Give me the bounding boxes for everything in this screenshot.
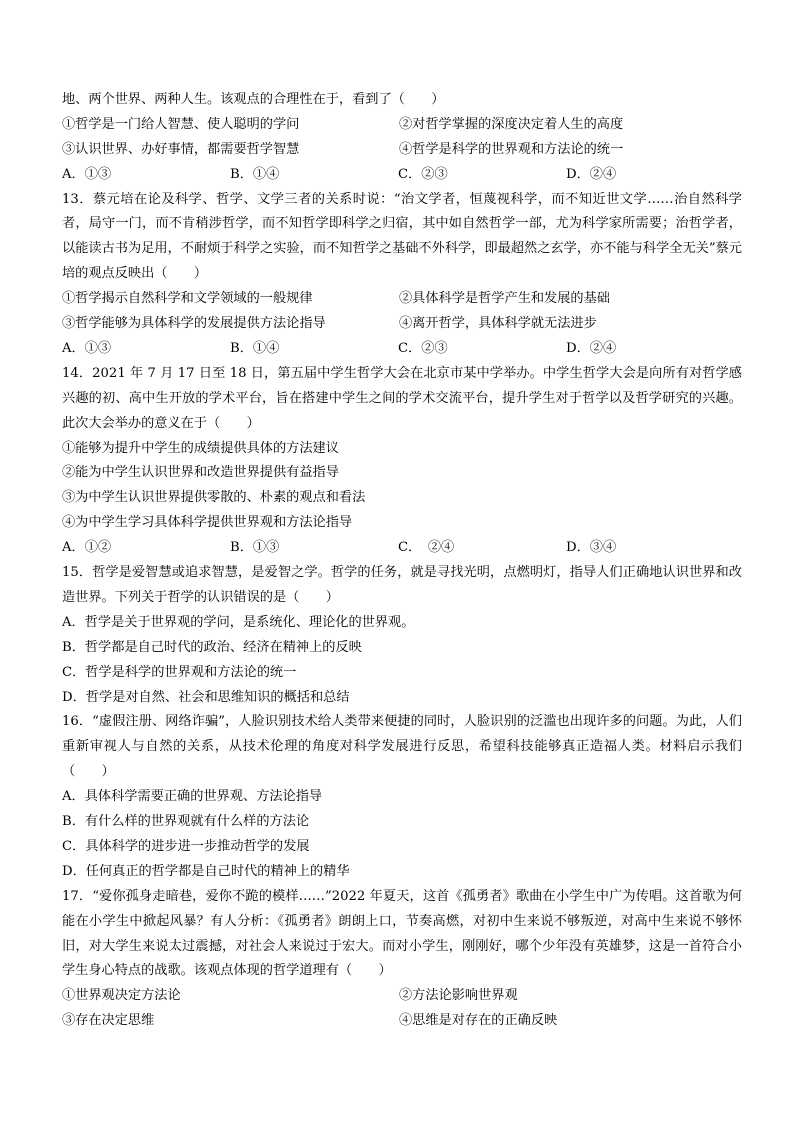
question-stem: 14．2021 年 7 月 17 日至 18 日，第五届中学生哲学大会在北京市某中学举办。中学生哲学大会是向所有对哲学感兴趣的初、高中生开放的学术平台，旨在搭建中学生之间的学术交流平台，提升学生对于哲学以及哲学研究的兴趣。此次大会举办的意义在于（ ） — [62, 365, 742, 431]
option-row — [62, 984, 742, 1009]
question-12 — [62, 88, 742, 188]
question-15 — [62, 561, 742, 710]
choice-b: B．哲学都是自己时代的政治、经济在精神上的反映 — [62, 639, 362, 655]
question-14 — [62, 362, 742, 561]
choice-a: A．①③ — [62, 166, 112, 182]
choice-b: B．①③ — [230, 540, 280, 556]
option-row — [62, 312, 742, 337]
choice-row — [62, 337, 742, 362]
choice-c: C．②③ — [398, 340, 448, 356]
choice-d: D．②④ — [566, 166, 617, 182]
option-row — [62, 287, 742, 312]
question-stem: 16．“虚假注册、网络诈骗”，人脸识别技术给人类带来便捷的同时，人脸识别的泛滥也出现许多的问题。为此，人们重新审视人与自然的关系，从技术伦理的角度对科学发展进行反思，希望科技能够真正造福人类。材料启示我们（ ） — [62, 714, 742, 780]
choice-a: A．①③ — [62, 340, 112, 356]
question-17 — [62, 885, 742, 1034]
option-row — [62, 113, 742, 138]
option: ①哲学是一门给人智慧、使人聪明的学问 — [62, 116, 300, 132]
question-stem: 地、两个世界、两种人生。该观点的合理性在于，看到了（ ） — [62, 92, 445, 107]
choice-c: C．哲学是科学的世界观和方法论的统一 — [62, 664, 297, 680]
option: ②方法论影响世界观 — [399, 988, 518, 1004]
choice-a: A．具体科学需要正确的世界观、方法论指导 — [62, 789, 323, 805]
choice-d: D．任何真正的哲学都是自己时代的精神上的精华 — [62, 863, 350, 879]
option: ④思维是对存在的正确反映 — [399, 1013, 558, 1029]
choice-c: C． ②④ — [398, 540, 455, 556]
option: ②对哲学掌握的深度决定着人生的高度 — [399, 116, 624, 132]
option: ②能为中学生认识世界和改造世界提供有益指导 — [62, 465, 339, 481]
option: ④为中学生学习具体科学提供世界观和方法论指导 — [62, 515, 353, 531]
option: ①世界观决定方法论 — [62, 988, 181, 1004]
choice-b: B．有什么样的世界观就有什么样的方法论 — [62, 814, 310, 830]
question-stem: 17．“爱你孤身走暗巷，爱你不跪的模样……”2022 年夏天，这首《孤勇者》歌曲在小学生中广为传唱。这首歌为何能在小学生中掀起风暴？有人分析：《孤勇者》朗朗上口，节奏高燃，对初中生来说不够叛逆，对高中生来说不够怀旧，对大学生来说太过震撼，对社会人来说过于宏大。而对小学生，刚刚好，哪个少年没有英雄梦，这是一首符合小学生身心特点的战歌。该观点体现的哲学道理有（ ） — [62, 888, 742, 979]
choice-b: B．①④ — [230, 166, 280, 182]
question-13 — [62, 188, 742, 362]
option: ③认识世界、办好事情，都需要哲学智慧 — [62, 141, 300, 157]
option: ③存在决定思维 — [62, 1013, 155, 1029]
question-stem: 13．蔡元培在论及科学、哲学、文学三者的关系时说：“治文学者，恒蔑视科学，而不知近世文学……治自然科学者，局守一门，而不肯稍涉哲学，而不知哲学即科学之归宿，其中如自然哲学一部，尤为科学家所需要；治哲学者，以能读古书为足用，不耐烦于科学之实验，而不知哲学之基础不外科学，即最超然之玄学，亦不能与科学全无关”蔡元培的观点反映出（ ） — [62, 191, 742, 282]
option-row — [62, 1009, 742, 1034]
option: ①哲学揭示自然科学和文学领域的一般规律 — [62, 291, 313, 307]
choice-c: C．②③ — [398, 166, 448, 182]
choice-d: D．哲学是对自然、社会和思维知识的概括和总结 — [62, 689, 350, 705]
option: ①能够为提升中学生的成绩提供具体的方法建议 — [62, 440, 339, 456]
choice-c: C．具体科学的进步进一步推动哲学的发展 — [62, 838, 310, 854]
option: ②具体科学是哲学产生和发展的基础 — [399, 291, 610, 307]
option-row — [62, 138, 742, 163]
choice-d: D．②④ — [566, 340, 617, 356]
choice-row — [62, 536, 742, 561]
option: ④哲学是科学的世界观和方法论的统一 — [399, 141, 624, 157]
option: ③为中学生认识世界提供零散的、朴素的观点和看法 — [62, 490, 366, 506]
choice-d: D．③④ — [566, 540, 617, 556]
choice-b: B．①④ — [230, 340, 280, 356]
option: ④离开哲学，具体科学就无法进步 — [399, 316, 597, 332]
option: ③哲学能够为具体科学的发展提供方法论指导 — [62, 316, 326, 332]
choice-a: A．哲学是关于世界观的学问，是系统化、理论化的世界观。 — [62, 614, 415, 630]
question-stem: 15．哲学是爱智慧或追求智慧，是爱智之学。哲学的任务，就是寻找光明，点燃明灯，指导人们正确地认识世界和改造世界。下列关于哲学的认识错误的是（ ） — [62, 565, 742, 605]
choice-a: A．①② — [62, 540, 112, 556]
exam-page — [62, 88, 742, 1034]
choice-row — [62, 163, 742, 188]
question-16 — [62, 710, 742, 884]
